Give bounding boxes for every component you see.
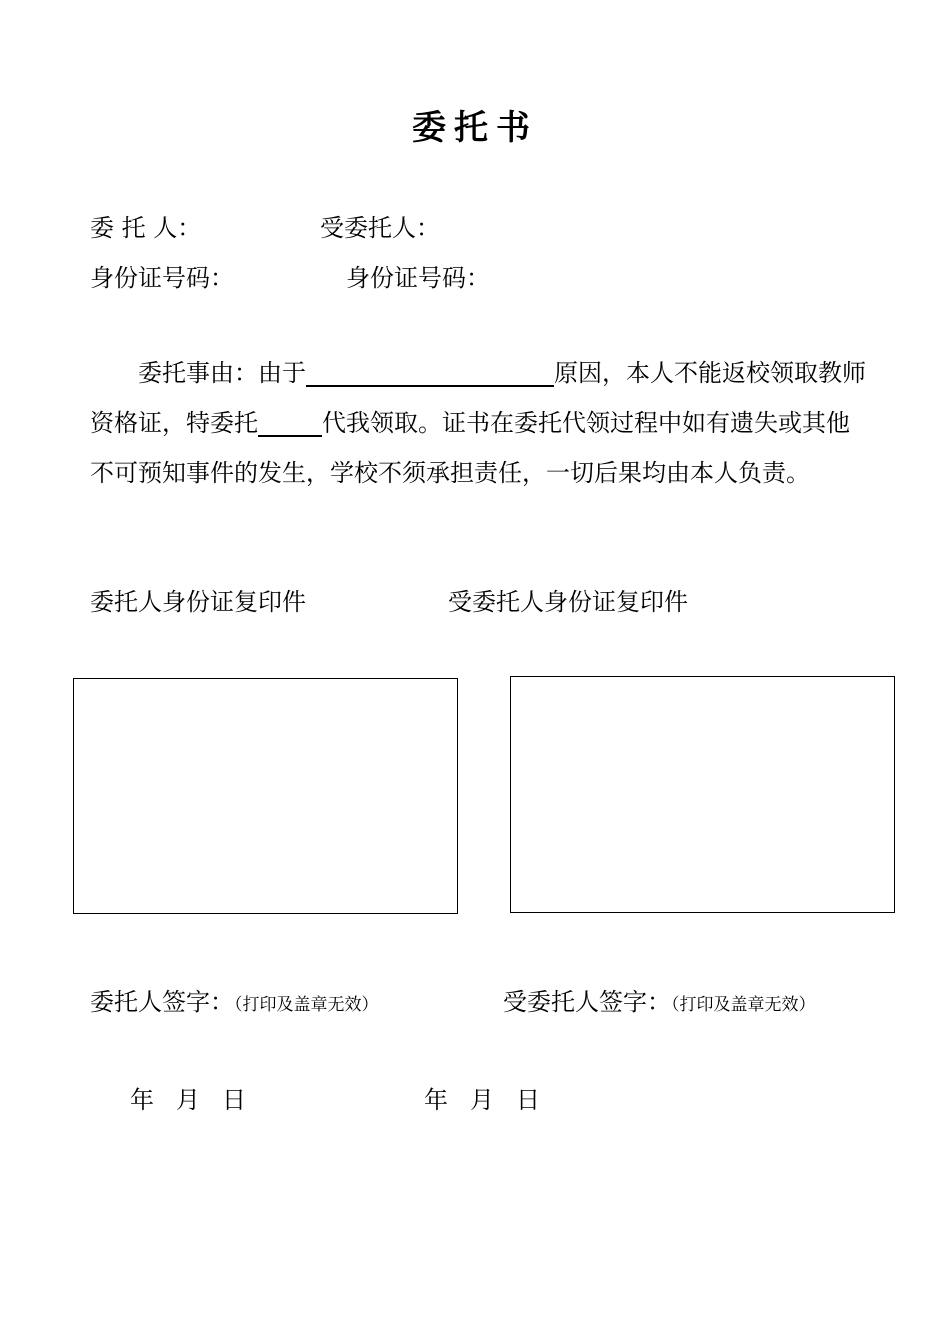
principal-id-copy-box [73,678,458,914]
agent-sign-label: 受委托人签字： [503,988,671,1016]
agent-id-label: 身份证号码： [346,264,490,292]
reason-blank-line [306,355,554,387]
agent-signature-field [503,982,816,1017]
agent-suffix: 代我领取。证书在委托代领过程中如有遗失或其他不可预知事件的发生，学校不须承担责任，一切后果均由本人负责。 [90,409,850,487]
principal-label: 委 托 人： [90,214,202,242]
agent-sign-note: （打印及盖章无效） [671,995,816,1015]
principal-sign-label: 委托人签字： [90,988,234,1016]
agent-date-month: 月 [470,1086,496,1114]
delegation-paragraph [90,348,870,498]
reason-prefix: 委托事由：由于 [138,359,306,387]
agent-id-copy-label: 受委托人身份证复印件 [448,588,688,616]
principal-signature-field [90,982,379,1017]
agent-name-blank-line [258,405,322,437]
agent-date-day: 日 [516,1086,542,1114]
agent-date-year: 年 [424,1086,450,1114]
principal-id-label: 身份证号码： [90,264,234,292]
agent-date [424,1080,562,1115]
principal-date-month: 月 [176,1086,202,1114]
agent-label: 受委托人： [320,214,440,242]
principal-date-day: 日 [222,1086,248,1114]
principal-sign-note: （打印及盖章无效） [234,995,379,1015]
agent-id-copy-box [510,676,895,913]
principal-date [130,1080,268,1115]
reason-suffix: 原因，本人不能返校领取教师资格证，特委托 [90,359,866,437]
document-title: 委托书 [412,108,538,148]
principal-id-copy-label: 委托人身份证复印件 [90,588,306,616]
principal-date-year: 年 [130,1086,156,1114]
